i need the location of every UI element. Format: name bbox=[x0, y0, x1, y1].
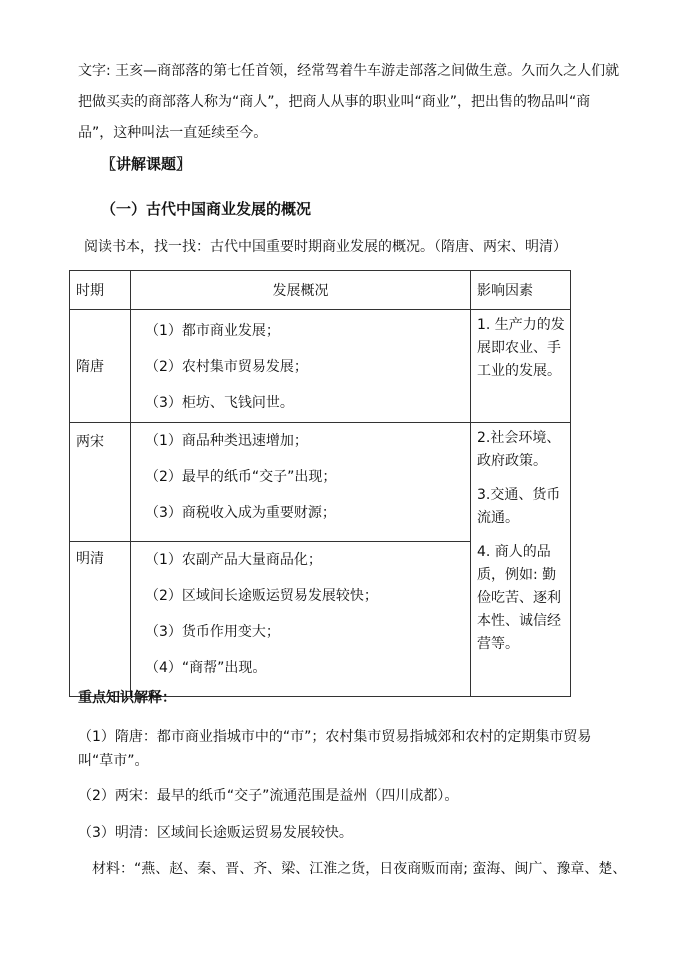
factor-item: 2.社会环境、政府政策。 bbox=[477, 430, 561, 469]
list-item: （3）商税收入成为重要财源； bbox=[145, 505, 336, 521]
note-song: （2）两宋：最早的纸币“交子”流通范围是益州（四川成都）。 bbox=[78, 788, 459, 804]
list-item: （2）农村集市贸易发展； bbox=[145, 359, 308, 375]
factor-item: 3.交通、货币流通。 bbox=[477, 487, 561, 526]
overview-cell bbox=[131, 310, 471, 423]
list-item: （1）农副产品大量商品化； bbox=[145, 552, 322, 568]
reading-task: 阅读书本，找一找：古代中国重要时期商业发展的概况。（隋唐、两宋、明清） bbox=[84, 239, 567, 255]
table-row bbox=[70, 310, 571, 423]
section-heading: （一）古代中国商业发展的概况 bbox=[101, 200, 312, 218]
list-item: （4）“商帮”出现。 bbox=[145, 660, 267, 676]
lesson-tag: 〖讲解课题〗 bbox=[101, 155, 192, 173]
period-cell: 两宋 bbox=[70, 423, 131, 542]
list-item: （3）柜坊、飞钱问世。 bbox=[145, 395, 294, 411]
factor-item: 1. 生产力的发展即农业、手工业的发展。 bbox=[477, 317, 565, 379]
list-item: （2）区域间长途贩运贸易发展较快； bbox=[145, 588, 378, 604]
overview-cell bbox=[131, 542, 471, 697]
note-ming-qing: （3）明清：区域间长途贩运贸易发展较快。 bbox=[78, 825, 353, 841]
period-cell: 隋唐 bbox=[70, 310, 131, 423]
note-sui-tang: （1）隋唐：都市商业指城市中的“市”；农村集市贸易指城郊和农村的定期集市贸易叫“草市”。 bbox=[78, 729, 592, 769]
table-header-row bbox=[70, 271, 571, 310]
material-quote: 材料：“燕、赵、秦、晋、齐、梁、江淮之货，日夜商贩而南; 蛮海、闽广、豫章、楚、 bbox=[92, 861, 627, 877]
factor-cell bbox=[471, 423, 571, 697]
header-period: 时期 bbox=[70, 271, 131, 310]
period-cell: 明清 bbox=[70, 542, 131, 697]
list-item: （2）最早的纸币“交子”出现； bbox=[145, 469, 337, 485]
intro-paragraph: 文字: 王亥—商部落的第七任首领，经常驾着牛车游走部落之间做生意。久而久之人们就把做买卖的商部落人称为“商人”，把商人从事的职业叫“商业”，把出售的物品叫“商品”，这种叫法一直延续至今。 bbox=[78, 63, 620, 141]
list-item: （3）货币作用变大； bbox=[145, 624, 280, 640]
list-item: （1）都市商业发展； bbox=[145, 323, 280, 339]
header-factors: 影响因素 bbox=[471, 271, 571, 310]
header-overview: 发展概况 bbox=[131, 271, 471, 310]
factor-item: 4. 商人的品质，例如: 勤俭吃苦、逐利本性、诚信经营等。 bbox=[477, 544, 561, 652]
factor-cell bbox=[471, 310, 571, 423]
list-item: （1）商品种类迅速增加； bbox=[145, 433, 308, 449]
table-row bbox=[70, 423, 571, 542]
commerce-table bbox=[69, 270, 571, 697]
key-knowledge-title: 重点知识解释： bbox=[78, 690, 176, 706]
overview-cell bbox=[131, 423, 471, 542]
